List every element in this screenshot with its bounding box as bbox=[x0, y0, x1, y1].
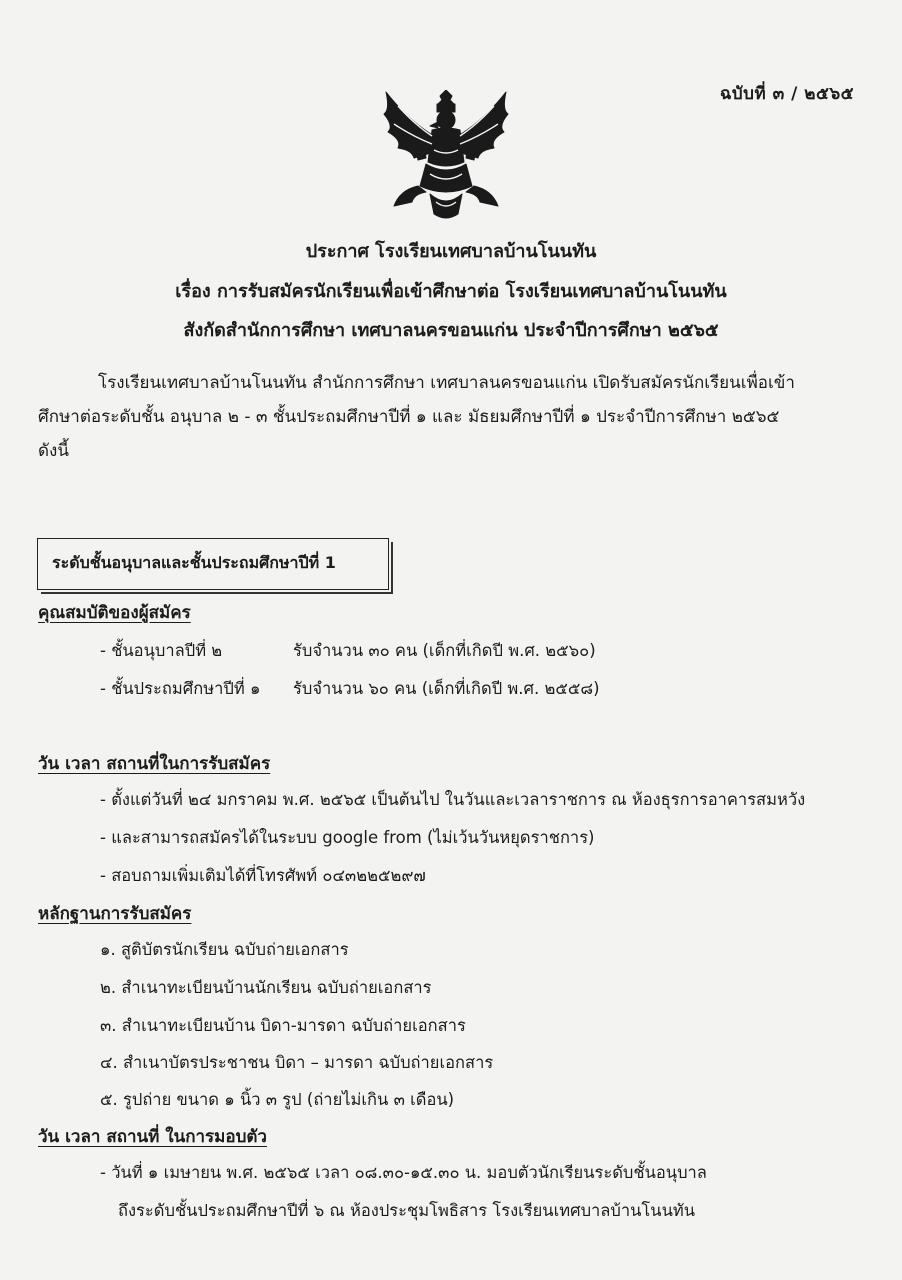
qualification-detail-2: รับจำนวน ๖๐ คน (เด็กที่เกิดปี พ.ศ. ๒๕๕๘) bbox=[293, 679, 600, 698]
intro-line-3: ดังนี้ bbox=[38, 441, 69, 461]
application-heading: วัน เวลา สถานที่ในการรับสมัคร bbox=[38, 754, 271, 774]
evidence-item-5: ๕. รูปถ่าย ขนาด ๑ นิ้ว ๓ รูป (ถ่ายไม่เกิน ๓ เดือน) bbox=[100, 1090, 455, 1109]
qualification-level-1: - ชั้นอนุบาลปีที่ ๒ bbox=[100, 641, 223, 660]
intro-paragraph bbox=[38, 366, 838, 468]
intro-line-1: โรงเรียนเทศบาลบ้านโนนทัน สำนักการศึกษา เทศบาลนครขอนแก่น เปิดรับสมัครนักเรียนเพื่อเข้า bbox=[98, 373, 795, 393]
evidence-heading: หลักฐานการรับสมัคร bbox=[38, 904, 192, 924]
announcement-subject: เรื่อง การรับสมัครนักเรียนเพื่อเข้าศึกษาต่อ โรงเรียนเทศบาลบ้านโนนทัน bbox=[175, 281, 727, 302]
reporting-line-2: ถึงระดับชั้นประถมศึกษาปีที่ ๖ ณ ห้องประชุมโพธิสาร โรงเรียนเทศบาลบ้านโนนทัน bbox=[118, 1201, 696, 1220]
application-item-2: - และสามารถสมัครได้ในระบบ google from (ไม่เว้นวันหยุดราชการ) bbox=[100, 828, 595, 847]
garuda-emblem-icon bbox=[378, 90, 514, 222]
evidence-item-1: ๑. สูติบัตรนักเรียน ฉบับถ่ายเอกสาร bbox=[100, 940, 349, 959]
application-item-1: - ตั้งแต่วันที่ ๒๔ มกราคม พ.ศ. ๒๕๖๕ เป็นต้นไป ในวันและเวลาราชการ ณ ห้องธุรการอาคารสมหวัง bbox=[100, 790, 806, 809]
level-box: ระดับชั้นอนุบาลและชั้นประถมศึกษาปีที่ 1 bbox=[37, 538, 389, 590]
qualification-level-2: - ชั้นประถมศึกษาปีที่ ๑ bbox=[100, 679, 261, 698]
intro-line-2: ศึกษาต่อระดับชั้น อนุบาล ๒ - ๓ ชั้นประถมศึกษาปีที่ ๑ และ มัธยมศึกษาปีที่ ๑ ประจำปีการศึกษา ๒๕๖๕ bbox=[38, 407, 780, 427]
qualifications-heading: คุณสมบัติของผู้สมัคร bbox=[38, 603, 191, 623]
document-number: ฉบับที่ ๓ / ๒๕๖๕ bbox=[719, 84, 854, 104]
evidence-item-2: ๒. สำเนาทะเบียนบ้านนักเรียน ฉบับถ่ายเอกสาร bbox=[100, 978, 432, 997]
qualification-detail-1: รับจำนวน ๓๐ คน (เด็กที่เกิดปี พ.ศ. ๒๕๖๐) bbox=[293, 641, 596, 660]
application-item-3: - สอบถามเพิ่มเติมได้ที่โทรศัพท์ ๐๔๓๒๒๕๒๙๗ bbox=[100, 866, 426, 885]
announcement-title: ประกาศ โรงเรียนเทศบาลบ้านโนนทัน bbox=[305, 241, 597, 262]
reporting-heading: วัน เวลา สถานที่ ในการมอบตัว bbox=[38, 1127, 267, 1147]
evidence-item-3: ๓. สำเนาทะเบียนบ้าน บิดา-มารดา ฉบับถ่ายเอกสาร bbox=[100, 1016, 466, 1035]
reporting-line-1: - วันที่ ๑ เมษายน พ.ศ. ๒๕๖๕ เวลา ๐๘.๓๐-๑๕.๓๐ น. มอบตัวนักเรียนระดับชั้นอนุบาล bbox=[100, 1163, 707, 1182]
announcement-affiliation: สังกัดสำนักการศึกษา เทศบาลนครขอนแก่น ประจำปีการศึกษา ๒๕๖๕ bbox=[183, 320, 719, 341]
evidence-item-4: ๔. สำเนาบัตรประชาชน บิดา – มารดา ฉบับถ่ายเอกสาร bbox=[100, 1053, 494, 1072]
